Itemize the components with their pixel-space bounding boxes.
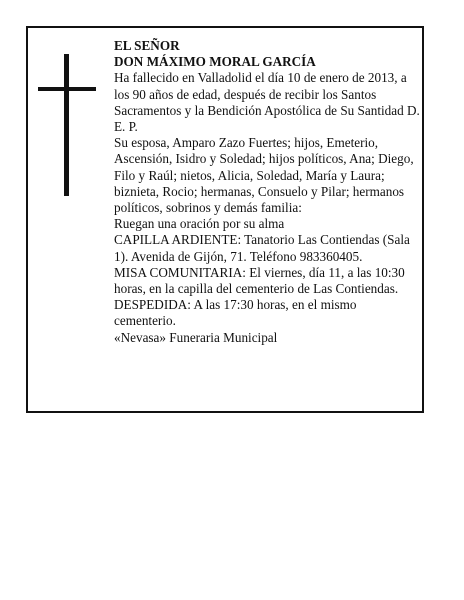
- obituary-text: [114, 38, 420, 346]
- latin-cross-icon: [38, 54, 98, 196]
- deceased-title: EL SEÑOR: [114, 38, 180, 53]
- farewell-details: DESPEDIDA: A las 17:30 horas, en el mismo cementerio.: [114, 297, 357, 329]
- wake-details: CAPILLA ARDIENTE: Tanatorio Las Contiendas (Sala 1). Avenida de Gijón, 71. Teléfono 983360405.: [114, 232, 410, 264]
- cross-vertical-bar: [64, 54, 69, 196]
- cross-horizontal-bar: [38, 87, 96, 91]
- funeral-home: «Nevasa» Funeraria Municipal: [114, 329, 278, 345]
- prayer-request: Ruegan una oración por su alma: [114, 216, 285, 232]
- deceased-name: DON MÁXIMO MORAL GARCÍA: [114, 54, 316, 70]
- mass-details: MISA COMUNITARIA: El viernes, día 11, a las 10:30 horas, en la capilla del cementerio de Las Contiendas.: [114, 264, 405, 297]
- death-announcement: Ha fallecido en Valladolid el día 10 de enero de 2013, a los 90 años de edad, después de recibir los Santos Sacramentos y la Bendición Apostólica de Su Santidad D. E. P.: [114, 70, 420, 135]
- family-list: Su esposa, Amparo Zazo Fuertes; hijos, Emeterio, Ascensión, Isidro y Soledad; hijos políticos, Ana; Diego, Filo y Raúl; nietos, Alicia, Soledad, María y Laura; biznieta, Rocio; hermanas, Consuelo y Pilar; hermanos políticos, sobrinos y demás familia:: [114, 135, 414, 216]
